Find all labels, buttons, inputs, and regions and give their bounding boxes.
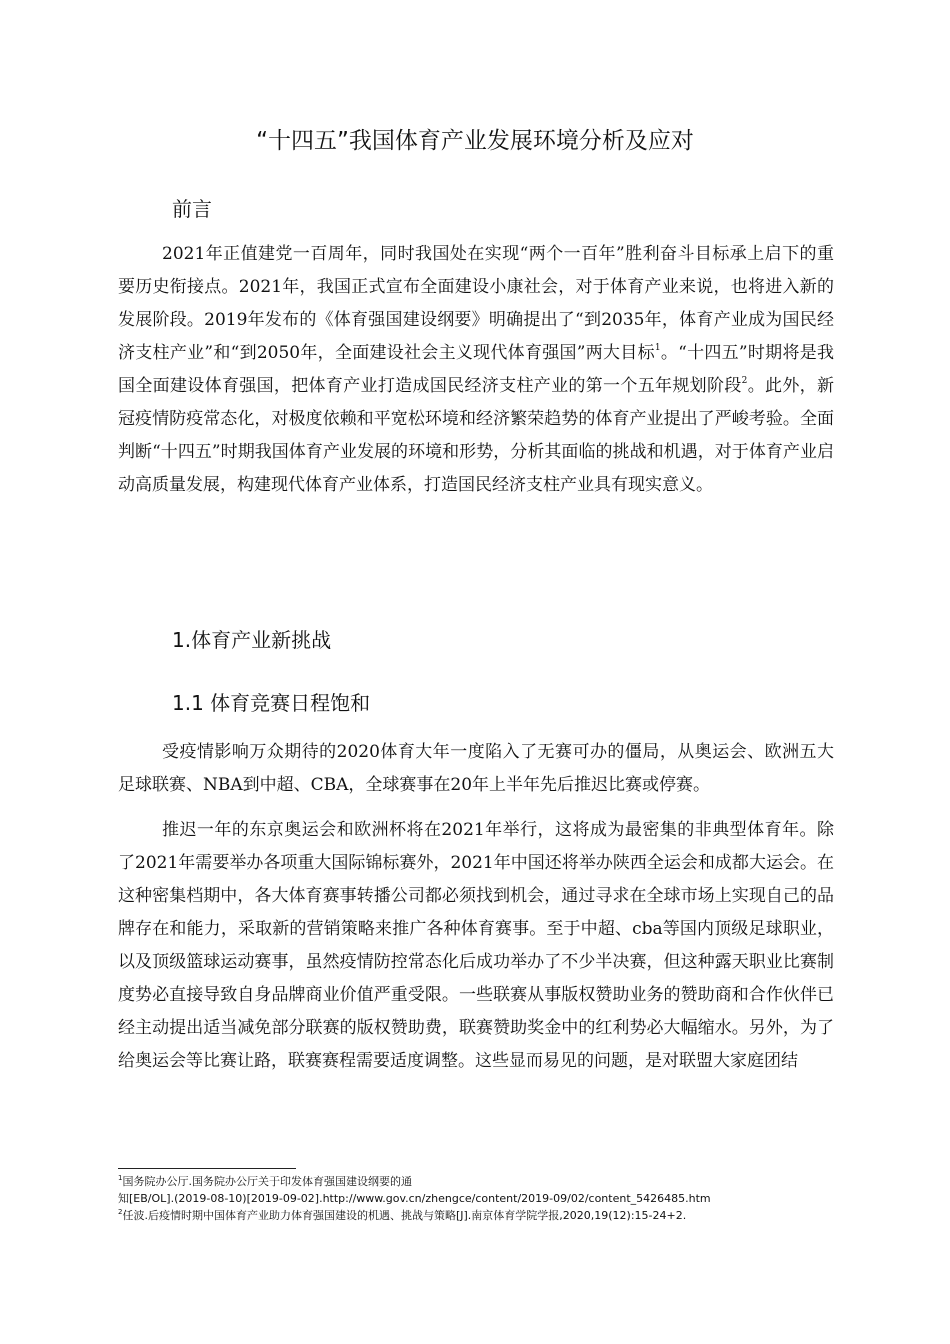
document-title: “十四五”我国体育产业发展环境分析及应对	[256, 128, 694, 154]
footnote-1-text: 国务院办公厅.国务院办公厅关于印发体育强国建设纲要的通	[122, 1175, 412, 1188]
footnote-1-text-cont[interactable]: 知[EB/OL].(2019-08-10)[2019-09-02].http://www.gov.cn/zhengce/content/2019-09/02/content_5426485.htm	[118, 1192, 711, 1205]
footnote-1-mark: 1	[118, 1174, 123, 1182]
paragraph-3: 推迟一年的东京奥运会和欧洲杯将在2021年举行，这将成为最密集的非典型体育年。除了2021年需要举办各项重大国际锦标赛外，2021年中国还将举办陕西全运会和成都大运会。在这种密集档期中，各大体育赛事转播公司都必须找到机会，通过寻求在全球市场上实现自己的品牌存在和能力，采取新的营销策略来推广各种体育赛事。至于中超、cba等国内顶级足球职业，以及顶级篮球运动赛事，虽然疫情防控常态化后成功举办了不少半决赛，但这种露天职业比赛制度势必直接导致自身品牌商业价值严重受限。一些联赛从事版权赞助业务的赞助商和合作伙伴已经主动提出适当减免部分联赛的版权赞助费，联赛赞助奖金中的红利势必大幅缩水。另外，为了给奥运会等比赛让路，联赛赛程需要适度调整。这些显而易见的问题，是对联盟大家庭团结	[118, 820, 834, 1071]
preface-text-part-a: 2021年正值建党一百周年，同时我国处在实现“两个一百年”胜利奋斗目标承上启下的重要历史衔接点。2021年，我国正式宣布全面建设小康社会，对于体育产业来说，也将进入新的发展阶段。2019年发布的《体育强国建设纲要》明确提出了“到2035年，体育产业成为国民经济支柱产业”和“到2050年，全面建设社会主义现代体育强国”两大目标	[118, 244, 834, 363]
section-heading-1: 1.体育产业新挑战	[172, 628, 332, 652]
preface-paragraph	[118, 238, 834, 502]
preface-text-part-b: 。“十四五”时期将是我国全面建设体育强国，把体育产业打造成国民经济支柱产业的第一个五年规划阶段	[118, 343, 834, 396]
footnote-divider	[118, 1168, 296, 1169]
footnote-2-mark: 2	[118, 1208, 123, 1216]
footnote-2-text: 任波.后疫情时期中国体育产业助力体育强国建设的机遇、挑战与策略[J].南京体育学院学报,2020,19(12):15-24+2.	[122, 1209, 687, 1222]
preface-heading: 前言	[172, 197, 212, 221]
paragraph-2: 受疫情影响万众期待的2020体育大年一度陷入了无赛可办的僵局，从奥运会、欧洲五大足球联赛、NBA到中超、CBA，全球赛事在20年上半年先后推迟比赛或停赛。	[118, 742, 834, 795]
subsection-heading-1-1: 1.1 体育竞赛日程饱和	[172, 691, 371, 715]
footnote-2	[118, 1207, 858, 1224]
footnote-ref-1[interactable]: 1	[654, 343, 661, 353]
preface-text-part-c: 。此外，新冠疫情防疫常态化，对极度依赖和平宽松环境和经济繁荣趋势的体育产业提出了严峻考验。全面判断“十四五”时期我国体育产业发展的环境和形势，分析其面临的挑战和机遇，对于体育产业启动高质量发展，构建现代体育产业体系，打造国民经济支柱产业具有现实意义。	[118, 376, 835, 495]
footnote-1	[118, 1173, 858, 1207]
footnote-ref-2[interactable]: 2	[741, 376, 748, 386]
